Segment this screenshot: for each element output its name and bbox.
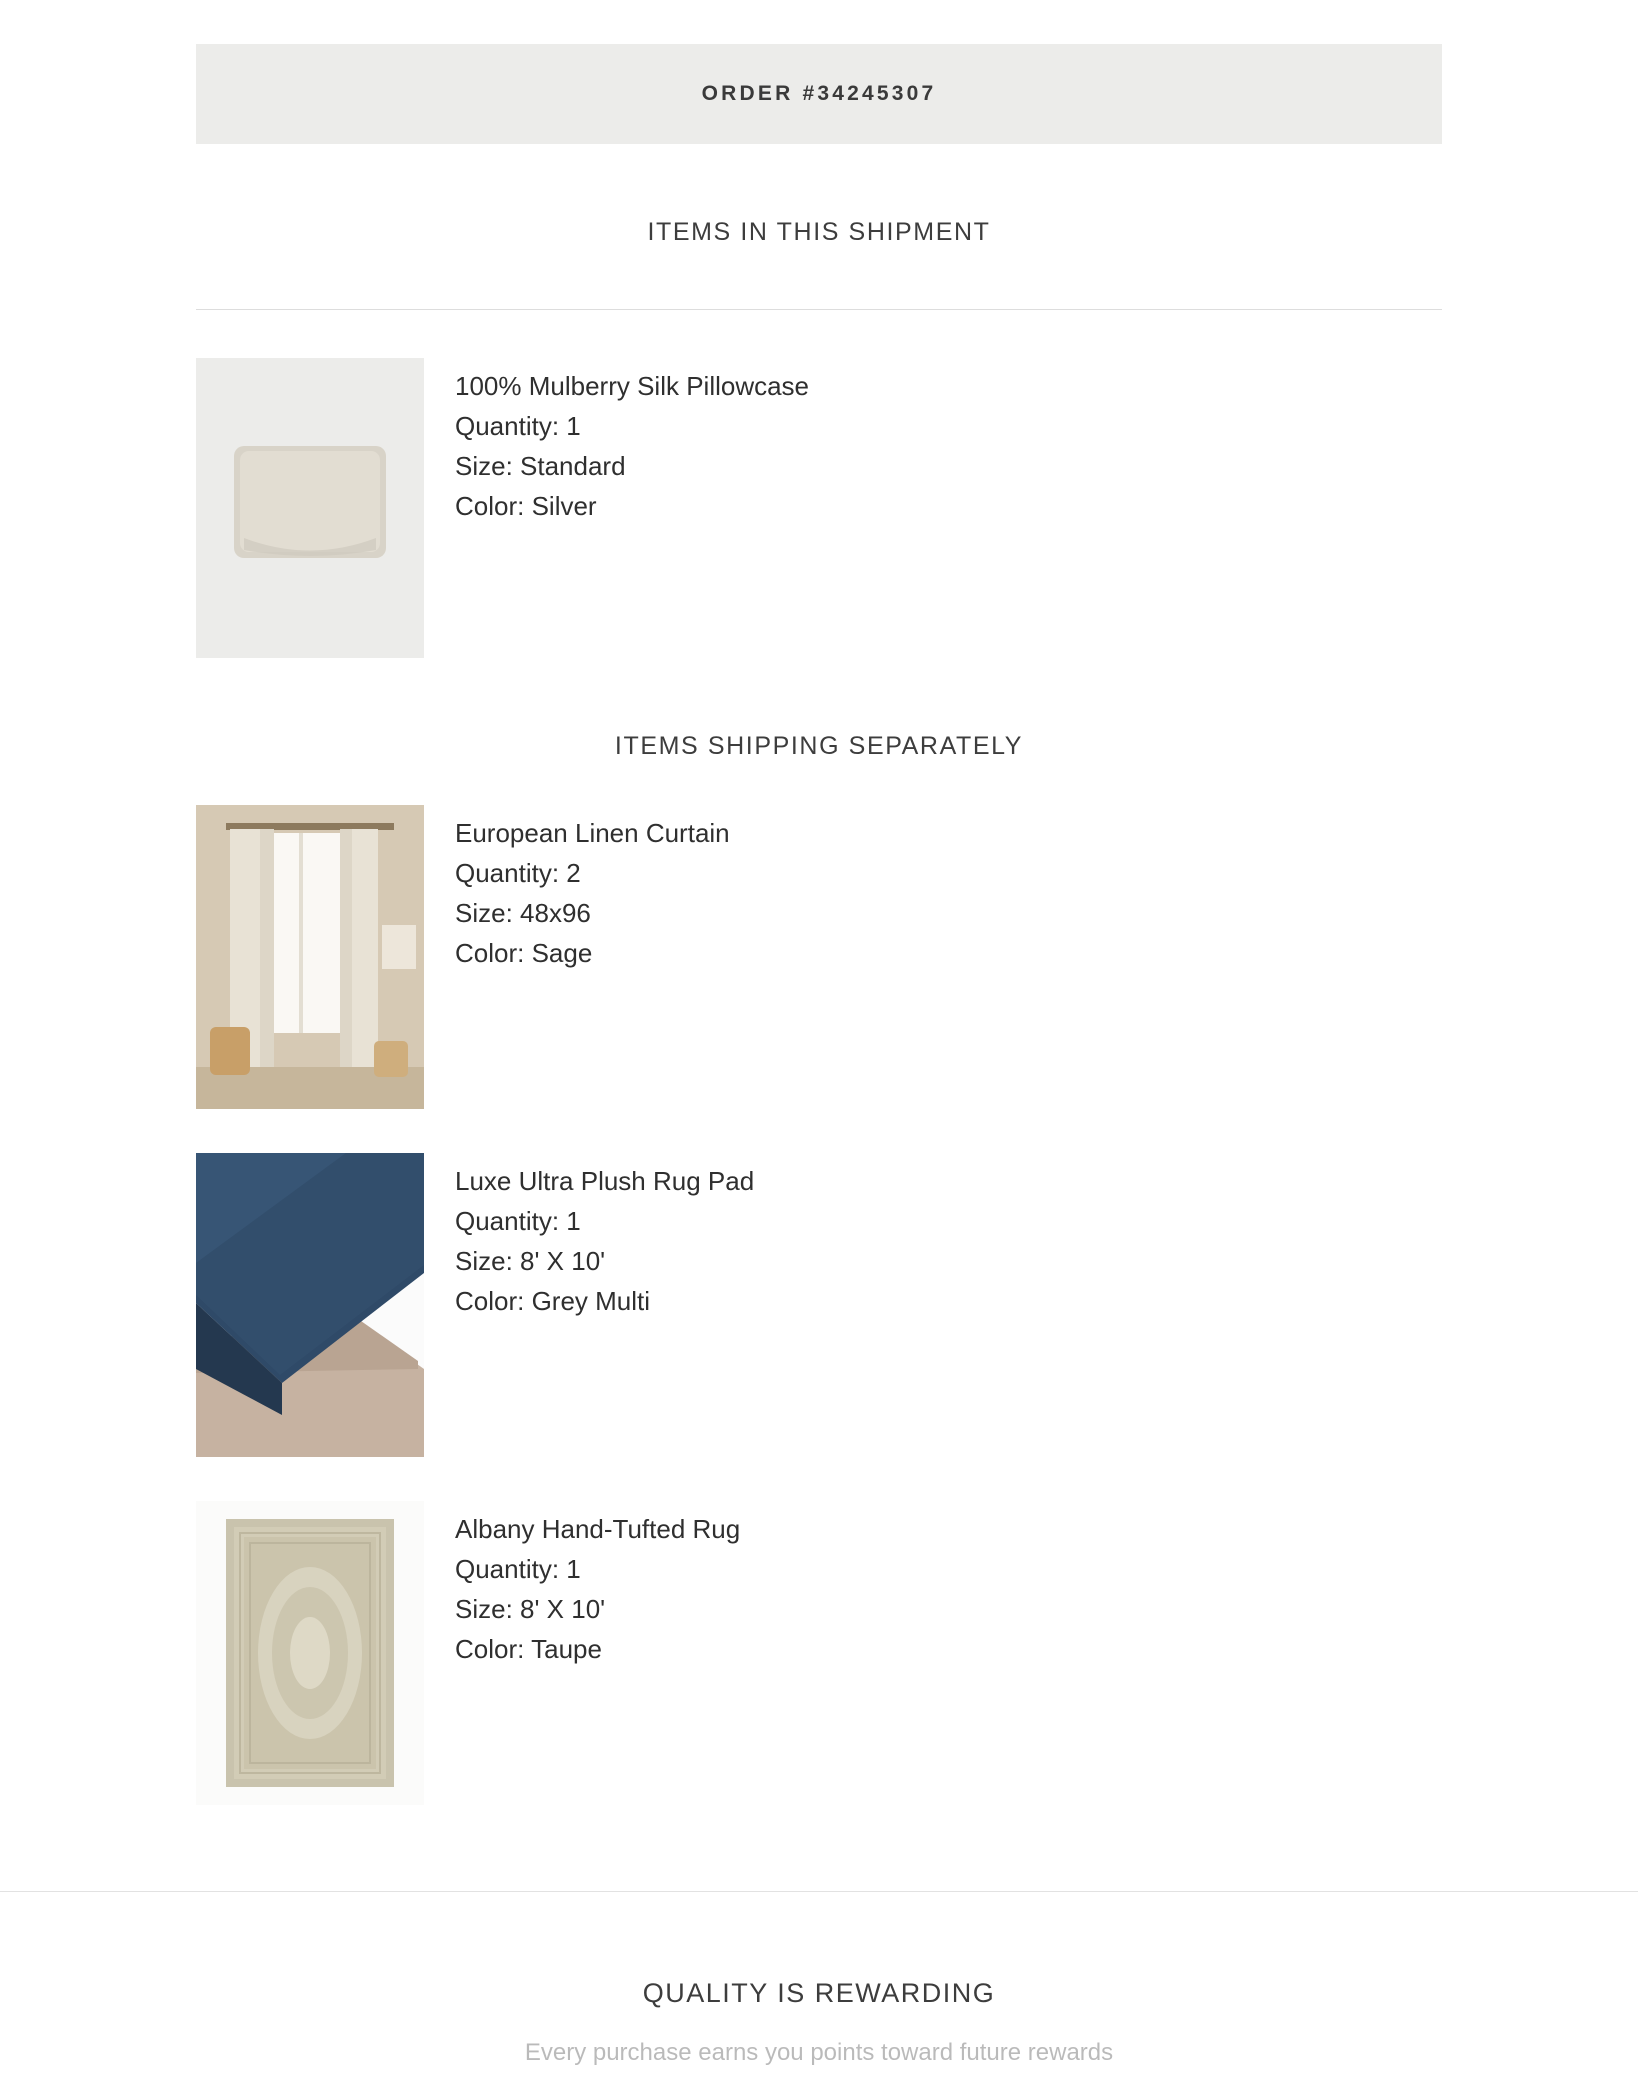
item-quantity: Quantity: 1 [455, 1554, 581, 1584]
footer-subtitle: Every purchase earns you points toward future rewards [524, 2039, 1114, 2066]
item-title: 100% Mulberry Silk Pillowcase [455, 371, 810, 401]
item-color: Color: Sage [455, 938, 593, 968]
item-quantity: Quantity: 1 [455, 1206, 581, 1236]
section-items-in-this-shipment [0, 218, 1638, 658]
rewards-footer [0, 1978, 1638, 2067]
item-size: Size: 48x96 [455, 898, 591, 928]
item-details [455, 358, 809, 526]
silk-pillowcase-thumbnail [196, 358, 424, 658]
list-item[interactable] [196, 1501, 1442, 1805]
footer-divider [0, 1891, 1638, 1892]
section-heading-separately: ITEMS SHIPPING SEPARATELY [614, 732, 1024, 760]
item-title: European Linen Curtain [455, 818, 730, 848]
item-title: Albany Hand-Tufted Rug [455, 1514, 741, 1544]
item-title: Luxe Ultra Plush Rug Pad [455, 1166, 755, 1196]
item-color: Color: Grey Multi [455, 1286, 651, 1316]
item-color: Color: Taupe [455, 1634, 602, 1664]
item-quantity: Quantity: 1 [455, 411, 581, 441]
order-header-bar [196, 44, 1442, 144]
order-confirmation-page [0, 44, 1638, 2092]
section-heading-shipment: ITEMS IN THIS SHIPMENT [647, 218, 991, 246]
albany-rug-thumbnail [196, 1501, 424, 1805]
item-color: Color: Silver [455, 491, 597, 521]
item-size: Size: 8' X 10' [455, 1594, 606, 1624]
order-number-label: ORDER #34245307 [701, 82, 937, 105]
item-size: Size: 8' X 10' [455, 1246, 606, 1276]
item-details [455, 1153, 754, 1321]
list-item[interactable] [196, 1153, 1442, 1457]
section-items-shipping-separately [0, 732, 1638, 1805]
list-item[interactable] [196, 358, 1442, 658]
shipment-item-list [196, 358, 1442, 658]
section-divider [196, 309, 1442, 310]
list-item[interactable] [196, 805, 1442, 1109]
separate-item-list [196, 805, 1442, 1805]
footer-title: QUALITY IS REWARDING [642, 1978, 996, 2008]
rug-pad-thumbnail [196, 1153, 424, 1457]
item-details [455, 805, 730, 973]
linen-curtain-thumbnail [196, 805, 424, 1109]
item-details [455, 1501, 740, 1669]
item-size: Size: Standard [455, 451, 626, 481]
item-quantity: Quantity: 2 [455, 858, 581, 888]
